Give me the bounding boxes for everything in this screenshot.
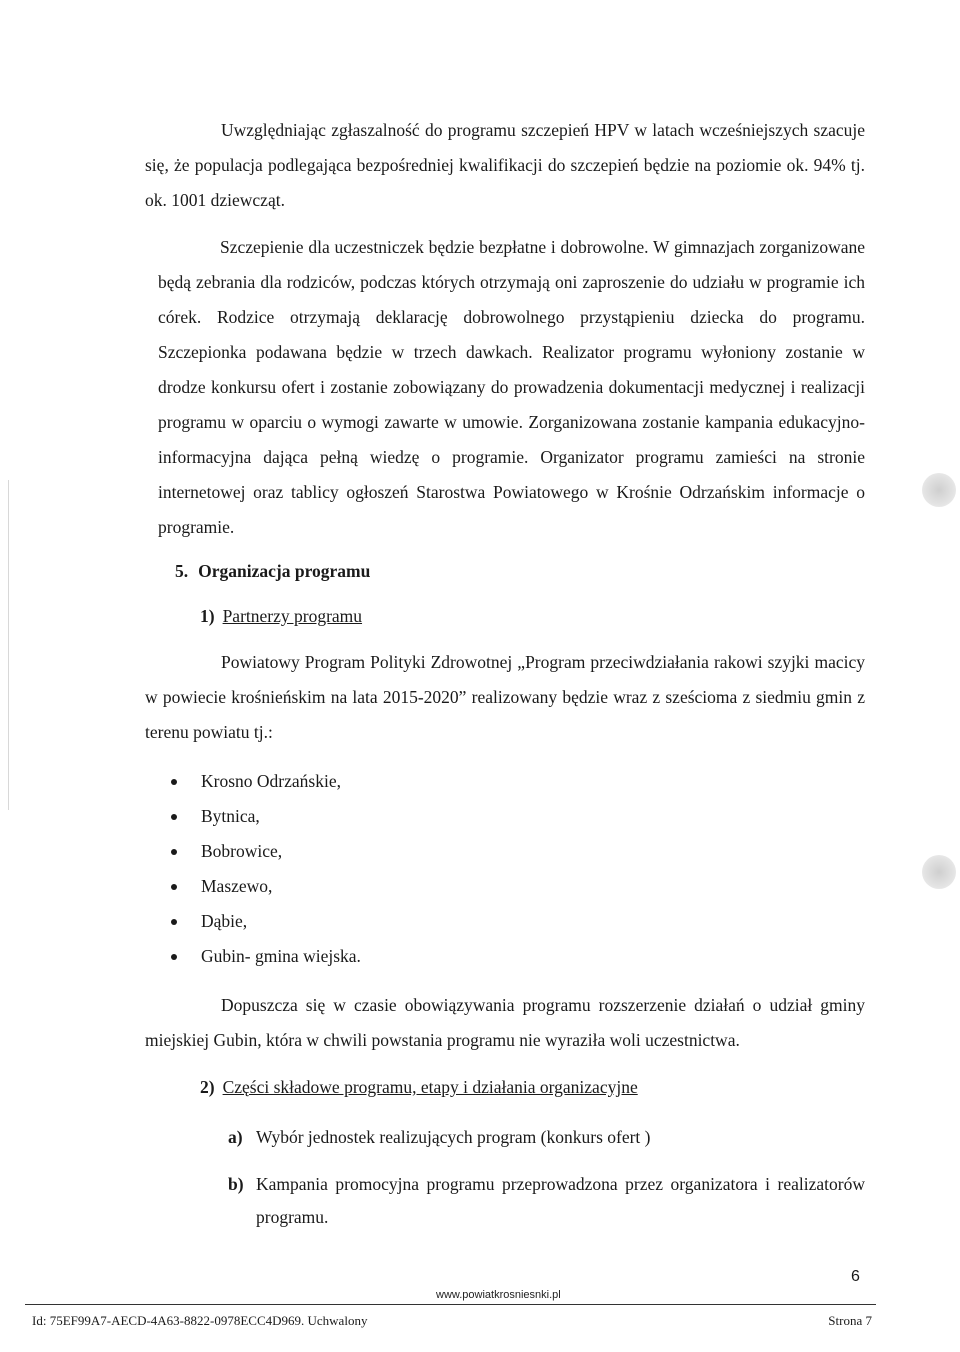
- list-item: [165, 939, 361, 974]
- list-item-label: Gubin- gmina wiejska.: [201, 946, 361, 966]
- list-item: [165, 869, 361, 904]
- subsection-title: Partnerzy programu: [222, 606, 363, 626]
- section-title: Organizacja programu: [198, 561, 371, 581]
- bullet-icon: [171, 884, 177, 890]
- footer-divider: [25, 1304, 876, 1305]
- subsection-number: 1): [200, 606, 215, 626]
- item-text: Kampania promocyjna programu przeprowadzona przez organizatora i realizatorów programu.: [256, 1174, 865, 1227]
- page-number: 6: [851, 1268, 860, 1285]
- bullet-icon: [171, 849, 177, 855]
- website-footer: www.powiatkrosniesnki.pl: [436, 1289, 561, 1301]
- scan-hole-icon: [922, 473, 956, 507]
- list-item: [165, 764, 361, 799]
- list-item: [228, 1168, 865, 1234]
- list-item-label: Bytnica,: [201, 806, 260, 826]
- subsection-title: Części składowe programu, etapy i działania organizacyjne: [222, 1077, 638, 1097]
- scan-edge-divider: [8, 480, 9, 810]
- subsection-number: 2): [200, 1077, 215, 1097]
- list-item: [165, 834, 361, 869]
- list-item-label: Dąbie,: [201, 911, 248, 931]
- list-item: [165, 799, 361, 834]
- item-letter: b): [228, 1174, 244, 1194]
- gminy-list: [165, 764, 361, 974]
- bullet-icon: [171, 814, 177, 820]
- bullet-icon: [171, 919, 177, 925]
- item-letter: a): [228, 1127, 243, 1147]
- paragraph-vaccination-organization: Szczepienie dla uczestniczek będzie bezpłatne i dobrowolne. W gimnazjach zorganizowane będą zebrania dla rodziców, podczas których otrzymają oni zaproszenie do udziału w programie ich córek. Rodzice otrzymają deklarację dobrowolnego przystąpieniu dziecka do programu. Szczepionka podawana będzie w trzech dawkach. Realizator programu wyłoniony zostanie w drodze konkursu ofert i zostanie zobowiązany do prowadzenia dokumentacji medycznej i realizacji programu w oparciu o wymogi zawarte w umowie. Zorganizowana zostanie kampania edukacyjno- informacyjna dająca pełną wiedzę o programie. Organizator programu zamieści na stronie internetowej oraz tablicy ogłoszeń Starostwa Powiatowego w Krośnie Odrzańskim informacje o programie.: [158, 237, 865, 537]
- scan-hole-icon: [922, 855, 956, 889]
- document-id: Id: 75EF99A7-AECD-4A63-8822-0978ECC4D969. Uchwalony: [32, 1313, 368, 1328]
- bullet-icon: [171, 954, 177, 960]
- subsection-components: [200, 1072, 638, 1102]
- list-item-label: Maszewo,: [201, 876, 273, 896]
- section-heading: [175, 556, 370, 586]
- components-list: [228, 1121, 865, 1248]
- footer-page-label: Strona 7: [828, 1313, 872, 1328]
- paragraph-gubin-extension: Dopuszcza się w czasie obowiązywania programu rozszerzenie działań o udział gminy miejskiej Gubin, która w chwili powstania programu nie wyraziła woli uczestnictwa.: [145, 995, 865, 1050]
- list-item-label: Krosno Odrzańskie,: [201, 771, 341, 791]
- section-number: 5.: [175, 561, 189, 581]
- item-text: Wybór jednostek realizujących program (konkurs ofert ): [256, 1127, 651, 1147]
- bullet-icon: [171, 779, 177, 785]
- paragraph-program-partners: Powiatowy Program Polityki Zdrowotnej „Program przeciwdziałania rakowi szyjki macicy w powiecie krośnieńskim na lata 2015-2020” realizowany będzie wraz z sześcioma z siedmiu gmin z terenu powiatu tj.:: [145, 652, 865, 742]
- list-item: [228, 1121, 865, 1154]
- list-item: [165, 904, 361, 939]
- paragraph-enrollment-estimate: Uwzględniając zgłaszalność do programu szczepień HPV w latach wcześniejszych szacuje się, że populacja podlegająca bezpośredniej kwalifikacji do szczepień będzie na poziomie ok. 94% tj. ok. 1001 dziewcząt.: [145, 120, 865, 210]
- list-item-label: Bobrowice,: [201, 841, 283, 861]
- subsection-partners: [200, 601, 362, 631]
